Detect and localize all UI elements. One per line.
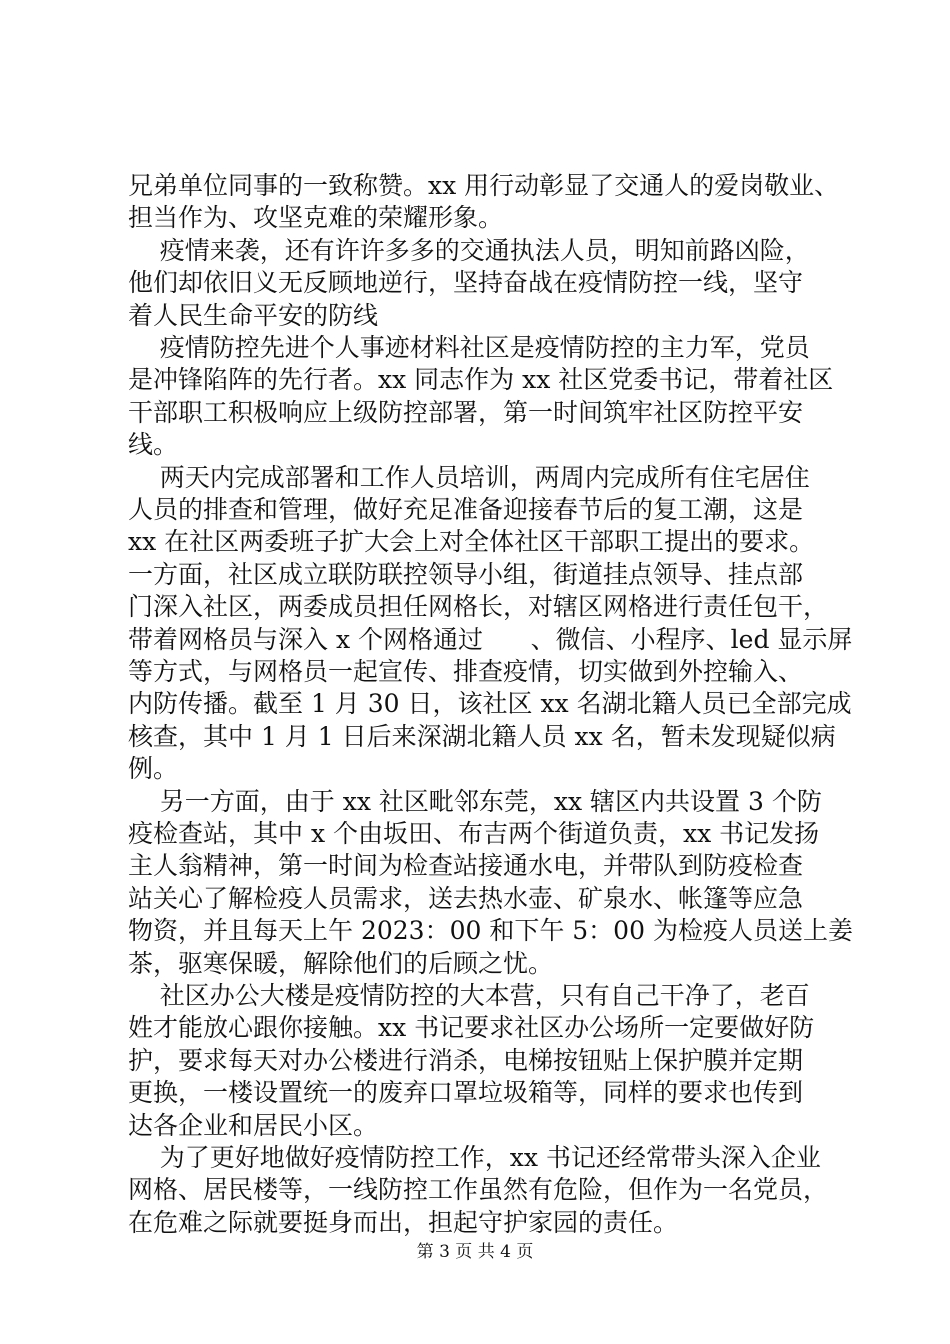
text-line: 等方式，与网格员一起宣传、排查疫情，切实做到外控输入、 [128, 657, 804, 686]
text-line: 疫情来袭，还有许许多多的交通执法人员，明知前路凶险， [128, 235, 810, 265]
text-line: 担当作为、攻坚克难的荣耀形象。 [128, 203, 504, 233]
text-line: 例。 [128, 754, 179, 784]
text-line: 线。 [128, 430, 179, 460]
text-line: 疫情防控先进个人事迹材料社区是疫情防控的主力军，党员 [128, 333, 810, 362]
text-line: 达各企业和居民小区。 [128, 1110, 379, 1140]
text-line: 人员的排查和管理，做好充足准备迎接春节后的复工潮，这是 [128, 495, 804, 524]
text-line: 护，要求每天对办公楼进行消杀，电梯按钮贴上保护膜并定期 [128, 1045, 804, 1075]
text-line: 为了更好地做好疫情防控工作，xx 书记还经常带头深入企业 [128, 1143, 821, 1172]
text-line: 另一方面，由于 xx 社区毗邻东莞，xx 辖区内共设置 3 个防 [128, 786, 822, 816]
text-line: 站关心了解检疫人员需求，送去热水壶、矿泉水、帐篷等应急 [128, 883, 804, 913]
text-line: 两天内完成部署和工作人员培训，两周内完成所有住宅居住 [128, 462, 810, 492]
text-line: 门深入社区，两委成员担任网格长，对辖区网格进行责任包干， [128, 592, 829, 622]
text-line: 茶，驱寒保暖，解除他们的后顾之忧。 [128, 948, 554, 978]
text-line: 在危难之际就要挺身而出，担起守护家园的责任。 [128, 1207, 679, 1237]
text-line: 姓才能放心跟你接触。xx 书记要求社区办公场所一定要做好防 [128, 1013, 815, 1043]
text-line: 带着网格员与深入 x 个网格通过 、微信、小程序、led 显示屏 [128, 624, 853, 654]
text-line: 更换，一楼设置统一的废弃口罩垃圾箱等，同样的要求也传到 [128, 1078, 804, 1108]
text-line: xx 在社区两委班子扩大会上对全体社区干部职工提出的要求。 [128, 527, 815, 557]
text-line: 内防传播。截至 1 月 30 日，该社区 xx 名湖北籍人员已全部完成 [128, 689, 852, 719]
text-line: 核查，其中 1 月 1 日后来深湖北籍人员 xx 名，暂未发现疑似病 [128, 721, 836, 751]
text-line: 是冲锋陷阵的先行者。xx 同志作为 xx 社区党委书记，带着社区 [128, 365, 834, 395]
text-line: 兄弟单位同事的一致称赞。xx 用行动彰显了交通人的爱岗敬业、 [128, 171, 840, 200]
text-line: 他们却依旧义无反顾地逆行，坚持奋战在疫情防控一线，坚守 [128, 268, 804, 298]
text-line: 网格、居民楼等，一线防控工作虽然有危险，但作为一名党员， [128, 1175, 829, 1205]
text-line: 一方面，社区成立联防联控领导小组，街道挂点领导、挂点部 [128, 559, 804, 589]
text-line: 着人民生命平安的防线 [128, 300, 379, 330]
text-line: 干部职工积极响应上级防控部署，第一时间筑牢社区防控平安 [128, 397, 804, 427]
text-line: 物资，并且每天上午 2023：00 和下午 5：00 为检疫人员送上姜 [128, 916, 853, 946]
page-number-footer: 第 3 页 共 4 页 [416, 1242, 534, 1262]
text-line: 疫检查站，其中 x 个由坂田、布吉两个街道负责，xx 书记发扬 [128, 819, 820, 848]
text-line: 社区办公大楼是疫情防控的大本营，只有自己干净了，老百 [128, 981, 810, 1010]
text-line: 主人翁精神，第一时间为检查站接通水电，并带队到防疫检查 [128, 851, 804, 881]
